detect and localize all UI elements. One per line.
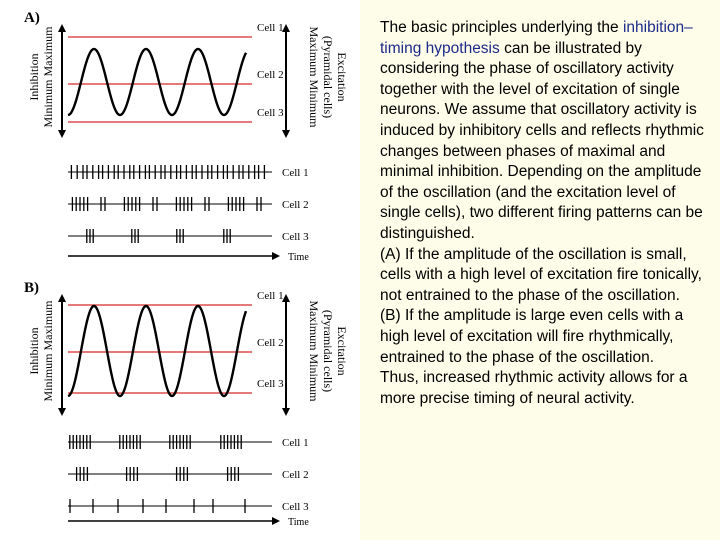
- highlighted-term: inhibition–timing hypothesis: [380, 19, 693, 57]
- description-part-b: (B) If the amplitude is large even cells with a high level of excitation will fire rhythmically, entrained to the phase of the oscillation.: [380, 307, 684, 366]
- excitation-axis-range: Maximum Minimum: [307, 300, 321, 402]
- oscillation-wave: [68, 49, 246, 115]
- time-axis-label: Time: [288, 517, 309, 528]
- description-part-a: (A) If the amplitude of the oscillation is small, cells with a high level of excitation fire tonically, not entrained to the phase of the oscillation.: [380, 245, 702, 304]
- inhibition-axis-title: Inhibition: [27, 53, 41, 101]
- cell-level-label: Cell 2: [257, 69, 284, 81]
- panel-a: [24, 10, 349, 263]
- inhibition-axis-range: Minimum Maximum: [41, 26, 55, 128]
- raster-cell-label: Cell 2: [282, 199, 309, 211]
- excitation-axis-range: Maximum Minimum: [307, 26, 321, 128]
- description-intro: The basic principles underlying the inhibition–timing hypothesis can be illustrated by considering the phase of oscillatory activity together with the level of excitation of single neurons. We assume that oscillatory activity is induced by inhibitory cells and reflects rhythmic changes between phases of maximal and minimal inhibition. Depending on the amplitude of the oscillation (and the excitation level of single cells), two different firing patterns can be distinguished.: [380, 19, 704, 242]
- cell-level-label: Cell 1: [257, 290, 284, 302]
- inhibition-axis-title: Inhibition: [27, 327, 41, 375]
- description-text: [380, 18, 710, 409]
- raster-cell-label: Cell 1: [282, 167, 309, 179]
- excitation-axis-title: Excitation: [335, 326, 349, 376]
- raster-cell-label: Cell 3: [282, 501, 309, 513]
- cell-level-label: Cell 1: [257, 22, 284, 34]
- description-conclusion: Thus, increased rhythmic activity allows for a more precise timing of neural activity.: [380, 369, 688, 407]
- inhibition-axis-range: Minimum Maximum: [41, 300, 55, 402]
- oscillation-wave: [68, 306, 246, 396]
- raster-cell-label: Cell 1: [282, 437, 309, 449]
- excitation-axis-subtitle: (Pyramidal cells): [321, 309, 335, 393]
- excitation-axis-subtitle: (Pyramidal cells): [321, 35, 335, 119]
- panel-label: B): [24, 280, 39, 296]
- panel-label: A): [24, 10, 40, 26]
- excitation-axis-title: Excitation: [335, 52, 349, 102]
- raster-cell-label: Cell 3: [282, 231, 309, 243]
- cell-level-label: Cell 2: [257, 337, 284, 349]
- cell-level-label: Cell 3: [257, 107, 284, 119]
- panel-b: [24, 280, 349, 528]
- cell-level-label: Cell 3: [257, 378, 284, 390]
- time-axis-label: Time: [288, 252, 309, 263]
- raster-cell-label: Cell 2: [282, 469, 309, 481]
